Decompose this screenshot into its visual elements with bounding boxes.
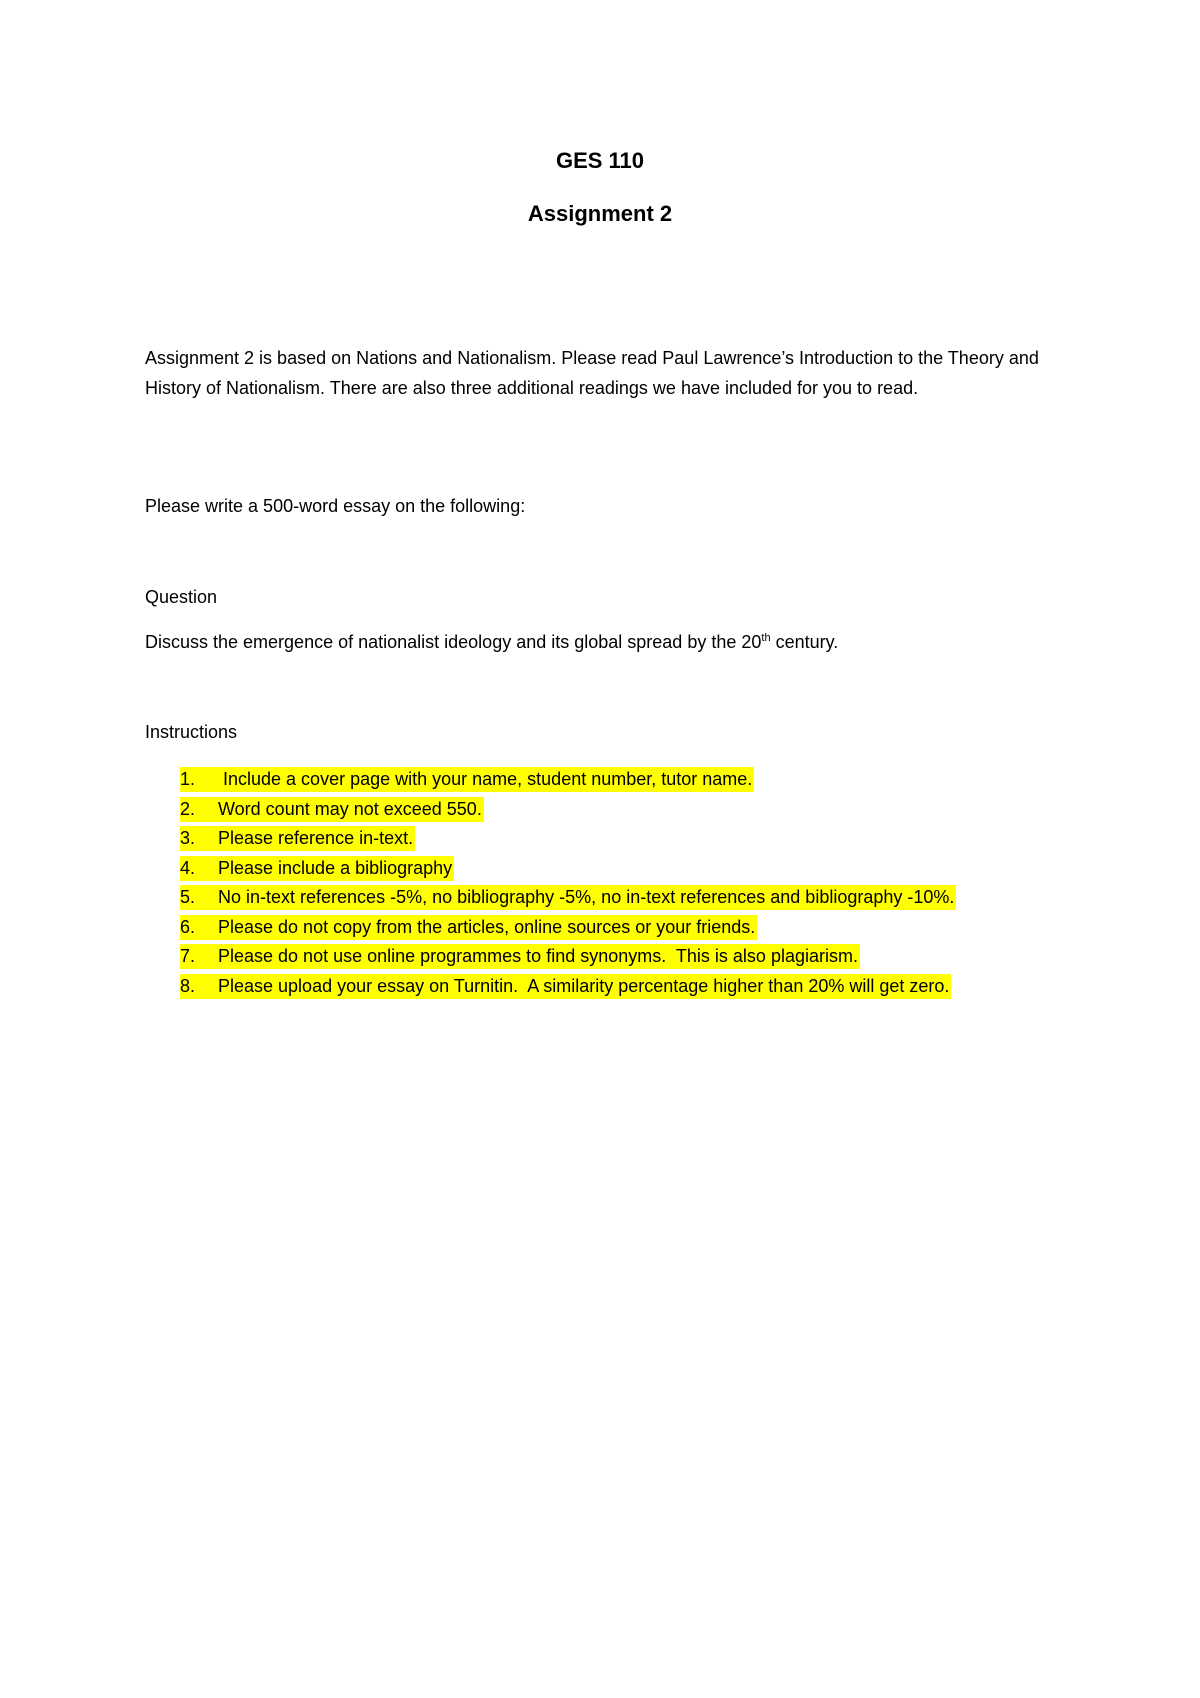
instruction-number: 1. <box>180 769 196 789</box>
instruction-text: Please do not use online programmes to find synonyms. This is also plagiarism. <box>218 946 858 966</box>
assignment-title-heading: Assignment 2 <box>527 201 673 226</box>
instruction-item <box>180 972 956 1002</box>
instruction-text: Please do not copy from the articles, online sources or your friends. <box>218 916 756 937</box>
instruction-text: Please upload your essay on Turnitin. A similarity percentage higher than 20% will get zero. <box>218 975 950 996</box>
instruction-text: Please reference in-text. <box>218 828 414 848</box>
instruction-number: 3. <box>180 828 196 848</box>
question-heading: Question <box>145 587 218 607</box>
instruction-item <box>180 824 956 854</box>
instruction-item <box>180 913 956 943</box>
instruction-item <box>180 883 956 913</box>
question-text-end: century. <box>770 632 839 652</box>
instruction-item <box>180 854 956 884</box>
question-text-main: Discuss the emergence of nationalist ideology and its global spread by the 20 <box>145 632 762 652</box>
instruction-number: 5. <box>180 887 196 907</box>
instruction-number: 2. <box>180 798 196 819</box>
instructions-heading: Instructions <box>145 722 238 742</box>
essay-prompt: Please write a 500-word essay on the following: <box>145 496 526 516</box>
instruction-number: 6. <box>180 916 196 937</box>
question-text <box>145 627 1045 657</box>
instruction-text: Word count may not exceed 550. <box>218 798 482 819</box>
instruction-item <box>180 795 956 825</box>
question-superscript: th <box>761 632 771 644</box>
instruction-number: 4. <box>180 857 196 878</box>
intro-paragraph: Assignment 2 is based on Nations and Nationalism. Please read Paul Lawrence’s Introduction to the Theory and History of Nationalism. There are also three additional readings we have included for you to read. <box>145 348 1039 398</box>
instruction-text: Include a cover page with your name, student number, tutor name. <box>218 769 753 789</box>
instruction-text: No in-text references -5%, no bibliography -5%, no in-text references and bibliography -10%. <box>218 887 955 907</box>
instruction-number: 7. <box>180 946 196 966</box>
instruction-item <box>180 765 956 795</box>
instruction-number: 8. <box>180 975 196 996</box>
instruction-text: Please include a bibliography <box>218 857 453 878</box>
course-code-heading: GES 110 <box>555 148 645 173</box>
instruction-item <box>180 942 956 972</box>
instructions-list <box>180 765 956 1001</box>
